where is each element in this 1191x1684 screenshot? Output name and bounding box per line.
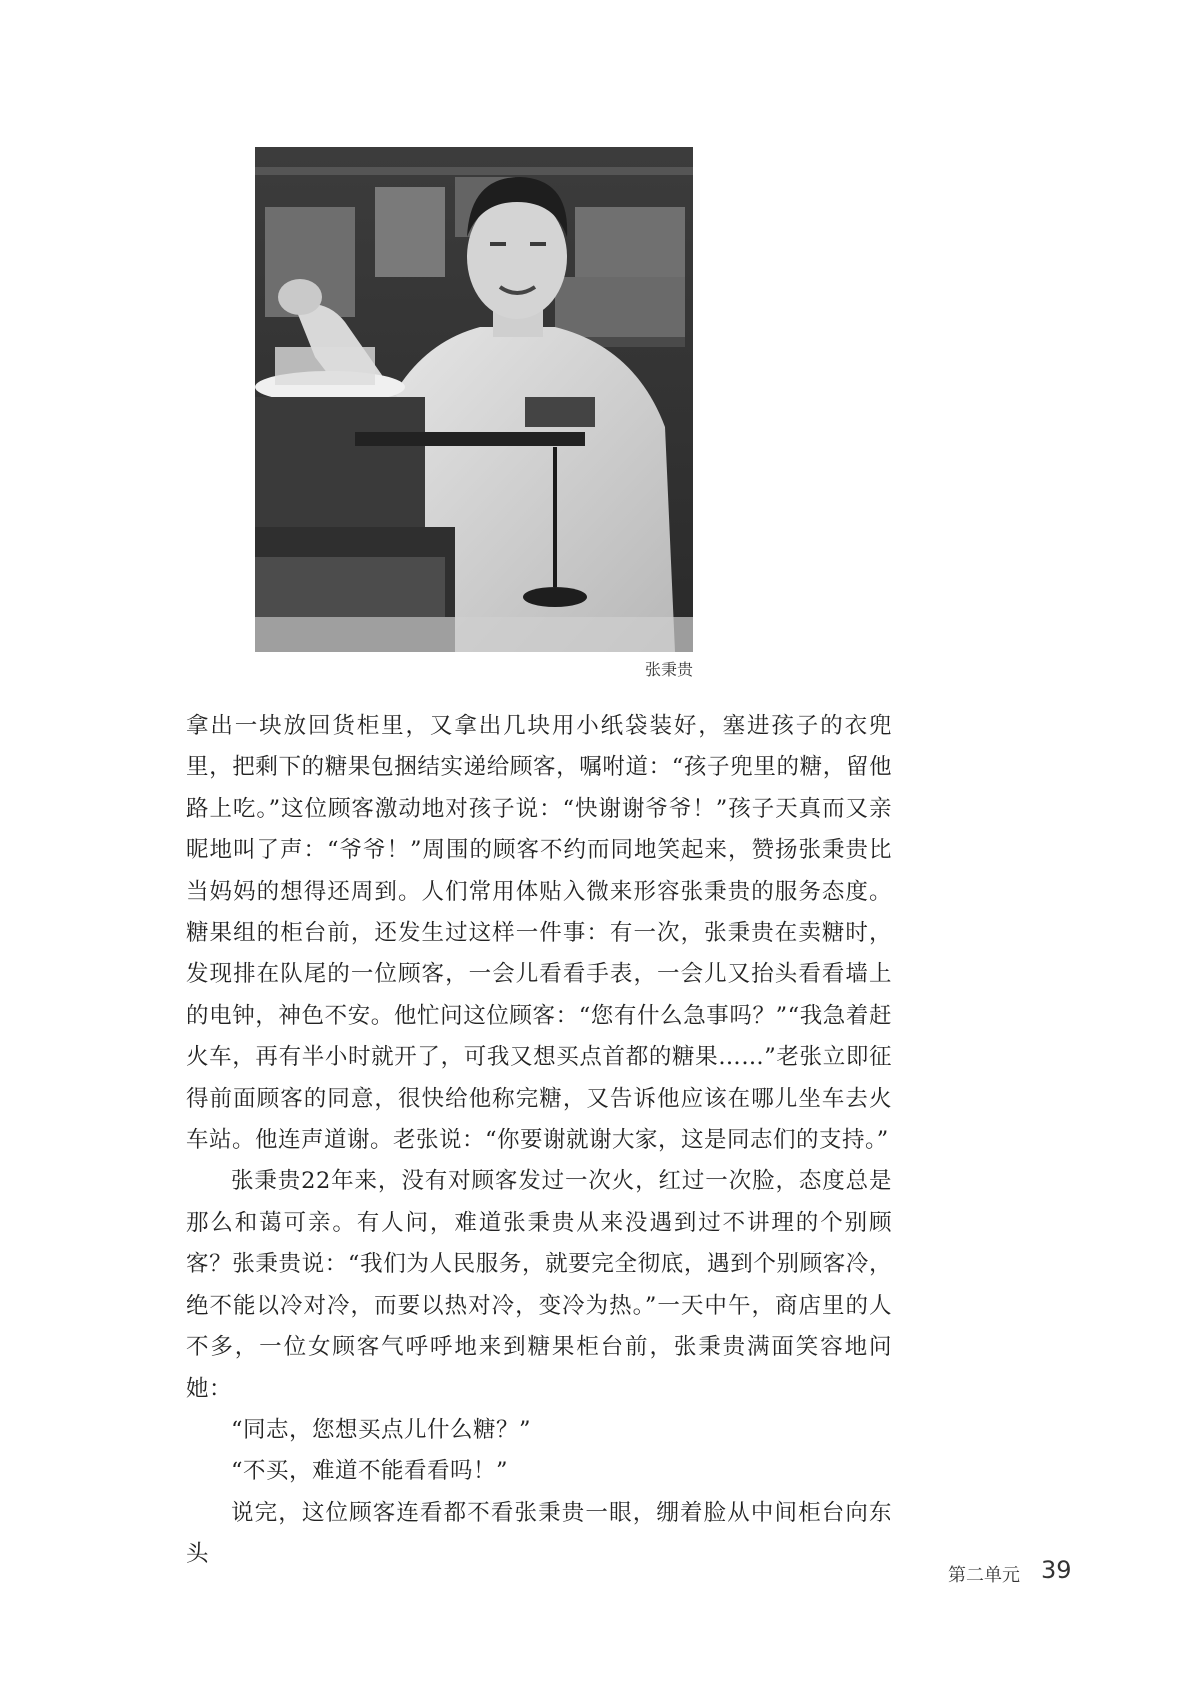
page-footer [948, 1556, 1088, 1586]
photo-caption: 张秉贵 [644, 660, 693, 679]
paragraph: 拿出一块放回货柜里，又拿出几块用小纸袋装好，塞进孩子的衣兜里，把剩下的糖果包捆结实递给顾客，嘱咐道：“孩子兜里的糖，留他路上吃。”这位顾客激动地对孩子说：“快谢谢爷爷！”孩子天真而又亲昵地叫了声：“爷爷！”周围的顾客不约而同地笑起来，赞扬张秉贵比当妈妈的想得还周到。人们常用体贴入微来形容张秉贵的服务态度。糖果组的柜台前，还发生过这样一件事：有一次，张秉贵在卖糖时，发现排在队尾的一位顾客，一会儿看看手表，一会儿又抬头看看墙上的电钟，神色不安。他忙问这位顾客：“您有什么急事吗？”“我急着赶火车，再有半小时就开了，可我又想买点首都的糖果……”老张立即征得前面顾客的同意，很快给他称完糖，又告诉他应该在哪儿坐车去火车站。他连声道谢。老张说：“你要谢就谢大家，这是同志们的支持。” [186, 713, 892, 1154]
unit-label: 第二单元 [948, 1565, 1020, 1586]
article-body [186, 706, 892, 1576]
page-number: 39 [1041, 1556, 1072, 1584]
photo-illustration [255, 147, 693, 652]
paragraph: “同志，您想买点儿什么糖？” [231, 1416, 532, 1443]
portrait-photo [255, 147, 693, 652]
paragraph: 张秉贵22年来，没有对顾客发过一次火，红过一次脸，态度总是那么和蔼可亲。有人问，难道张秉贵从来没遇到过不讲理的个别顾客？张秉贵说：“我们为人民服务，就要完全彻底，遇到个别顾客冷，绝不能以冷对冷，而要以热对冷，变冷为热。”一天中午，商店里的人不多，一位女顾客气呼呼地来到糖果柜台前，张秉贵满面笑容地问她： [186, 1168, 892, 1402]
paragraph: 说完，这位顾客连看都不看张秉贵一眼，绷着脸从中间柜台向东头 [186, 1499, 892, 1568]
paragraph: “不买，难道不能看看吗！” [231, 1458, 509, 1485]
